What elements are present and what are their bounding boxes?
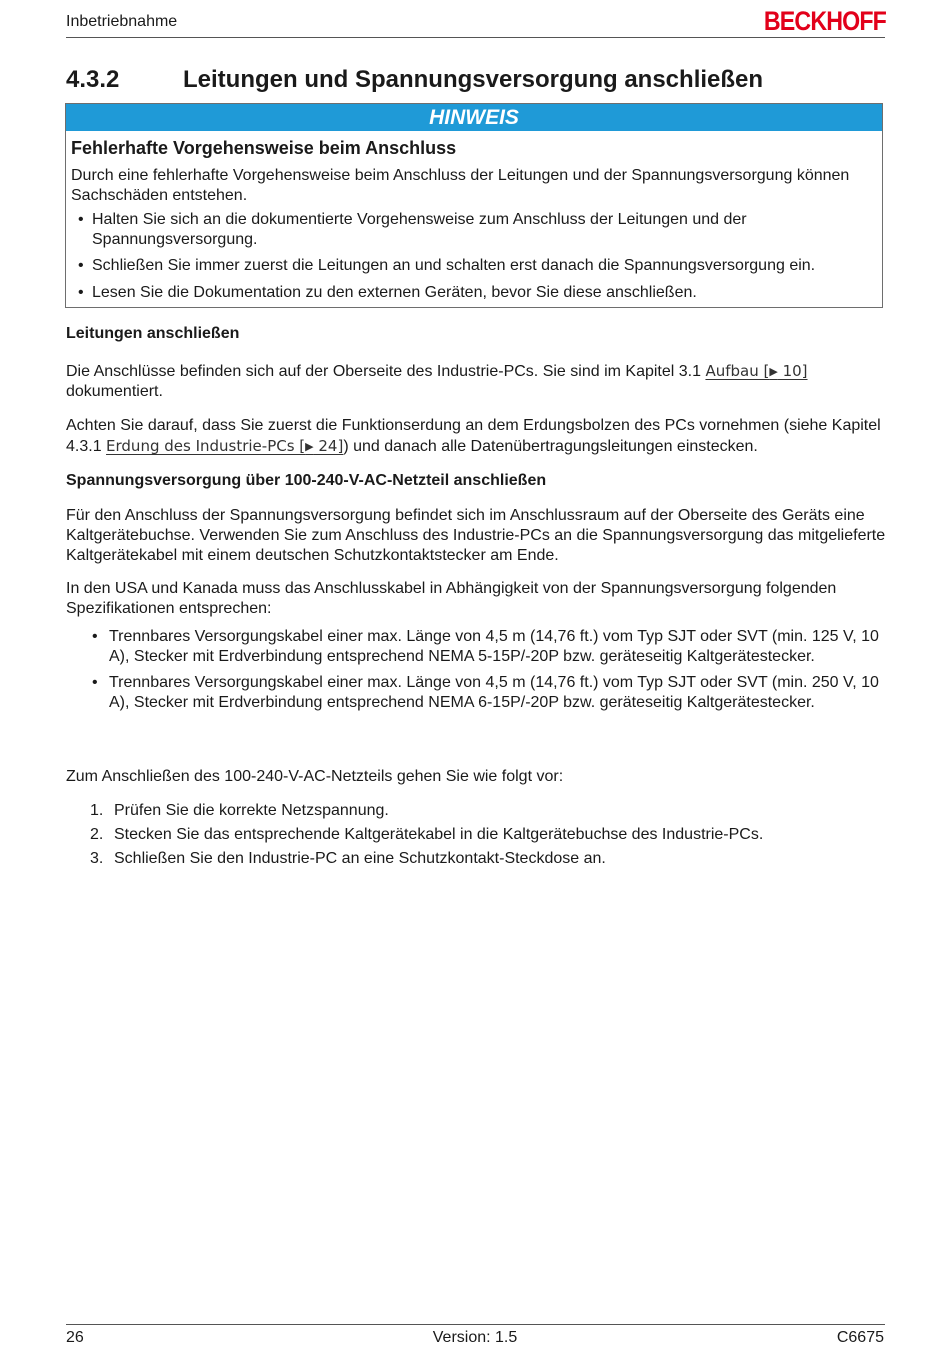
procedure-steps	[66, 801, 886, 873]
beckhoff-logo: BECKHOFF	[763, 6, 886, 36]
step-text: Prüfen Sie die korrekte Netzspannung.	[114, 802, 389, 819]
notice-text: Durch eine fehlerhafte Vorgehensweise beim Anschluss der Leitungen und der Spannungsversorgung können Sachschäden entstehen.	[71, 167, 850, 204]
step-item	[66, 801, 886, 821]
notice-title: Fehlerhafte Vorgehensweise beim Anschluss	[71, 138, 457, 158]
header-section-title: Inbetriebnahme	[66, 13, 178, 30]
step-text: Schließen Sie den Industrie-PC an eine Schutzkontakt-Steckdose an.	[114, 850, 606, 867]
link-aufbau[interactable]	[705, 362, 807, 380]
link-page: 24]	[313, 437, 344, 455]
link-text: Erdung des Industrie-PCs [	[106, 437, 306, 455]
step-text: Stecken Sie das entsprechende Kaltgerätekabel in die Kaltgerätebuchse des Industrie-PCs.	[114, 826, 764, 843]
section-title: Leitungen und Spannungsversorgung anschließen	[183, 66, 764, 93]
page-number: 26	[66, 1329, 84, 1346]
notice-list	[71, 210, 862, 303]
link-text: Aufbau [	[705, 362, 770, 380]
product-code: C6675	[836, 1329, 884, 1346]
footer-divider	[66, 1324, 885, 1325]
step-number: 3.	[90, 850, 104, 867]
header-divider	[66, 37, 885, 38]
page-title	[66, 66, 763, 94]
paragraph-grounding	[66, 416, 888, 457]
section-number: 4.3.2	[66, 66, 120, 93]
notice-box	[65, 103, 883, 308]
step-item	[66, 849, 886, 869]
notice-item: • Lesen Sie die Dokumentation zu den externen Geräten, bevor Sie diese anschließen.	[71, 283, 862, 303]
notice-item: • Schließen Sie immer zuerst die Leitungen an und schalten erst danach die Spannungsversorgung ein.	[71, 256, 862, 276]
step-item	[66, 825, 886, 845]
page-arrow-icon: ▶	[305, 440, 314, 453]
list-item: • Trennbares Versorgungskabel einer max. Länge von 4,5 m (14,76 ft.) vom Typ SJT oder SVT (min. 250 V, 10 A), Stecker mit Erdverbindung entsprechend NEMA 6-15P/-20P bzw. geräteseitig Kaltgerätestecker.	[66, 673, 886, 713]
paragraph-procedure-intro: Zum Anschließen des 100-240-V-AC-Netzteils gehen Sie wie folgt vor:	[66, 768, 564, 785]
paragraph-text: Achten Sie darauf, dass Sie zuerst die Funktionserdung an dem Erdungsbolzen des PCs vornehmen (siehe Kapitel 4.3.1	[66, 417, 881, 455]
paragraph-power-socket: Für den Anschluss der Spannungsversorgung befindet sich im Anschlussraum auf der Oberseite des Geräts eine Kaltgerätebuchse. Verwenden Sie zum Anschluss des Industrie-PCs an die Spannungsversorgung das mitgelieferte Kaltgerätekabel mit einem deutschen Schutzkontaktstecker am Ende.	[66, 507, 886, 564]
paragraph-text: ) und danach alle Datenübertragungsleitungen einstecken.	[343, 438, 758, 455]
paragraph-text: dokumentiert.	[66, 383, 163, 400]
subheading-power-supply: Spannungsversorgung über 100-240-V-AC-Netzteil anschließen	[66, 472, 547, 489]
paragraph-text: Die Anschlüsse befinden sich auf der Oberseite des Industrie-PCs. Sie sind im Kapitel 3.1	[66, 363, 706, 380]
link-page: 10]	[777, 362, 808, 380]
step-number: 2.	[90, 826, 104, 843]
paragraph-usa-canada: In den USA und Kanada muss das Anschlusskabel in Abhängigkeit von der Spannungsversorgung folgenden Spezifikationen entsprechen:	[66, 580, 837, 617]
page-arrow-icon: ▶	[769, 365, 778, 378]
link-erdung[interactable]	[106, 437, 343, 455]
step-number: 1.	[90, 802, 104, 819]
notice-item: • Halten Sie sich an die dokumentierte Vorgehensweise zum Anschluss der Leitungen und der Spannungsversorgung.	[71, 210, 862, 250]
cable-spec-list	[66, 627, 886, 719]
subheading-cables: Leitungen anschließen	[66, 325, 240, 342]
paragraph-connections	[66, 361, 888, 402]
document-version: Version: 1.5	[432, 1329, 518, 1346]
notice-label: HINWEIS	[66, 104, 882, 131]
list-item: • Trennbares Versorgungskabel einer max. Länge von 4,5 m (14,76 ft.) vom Typ SJT oder SVT (min. 125 V, 10 A), Stecker mit Erdverbindung entsprechend NEMA 5-15P/-20P bzw. geräteseitig Kaltgerätestecker.	[66, 627, 886, 667]
